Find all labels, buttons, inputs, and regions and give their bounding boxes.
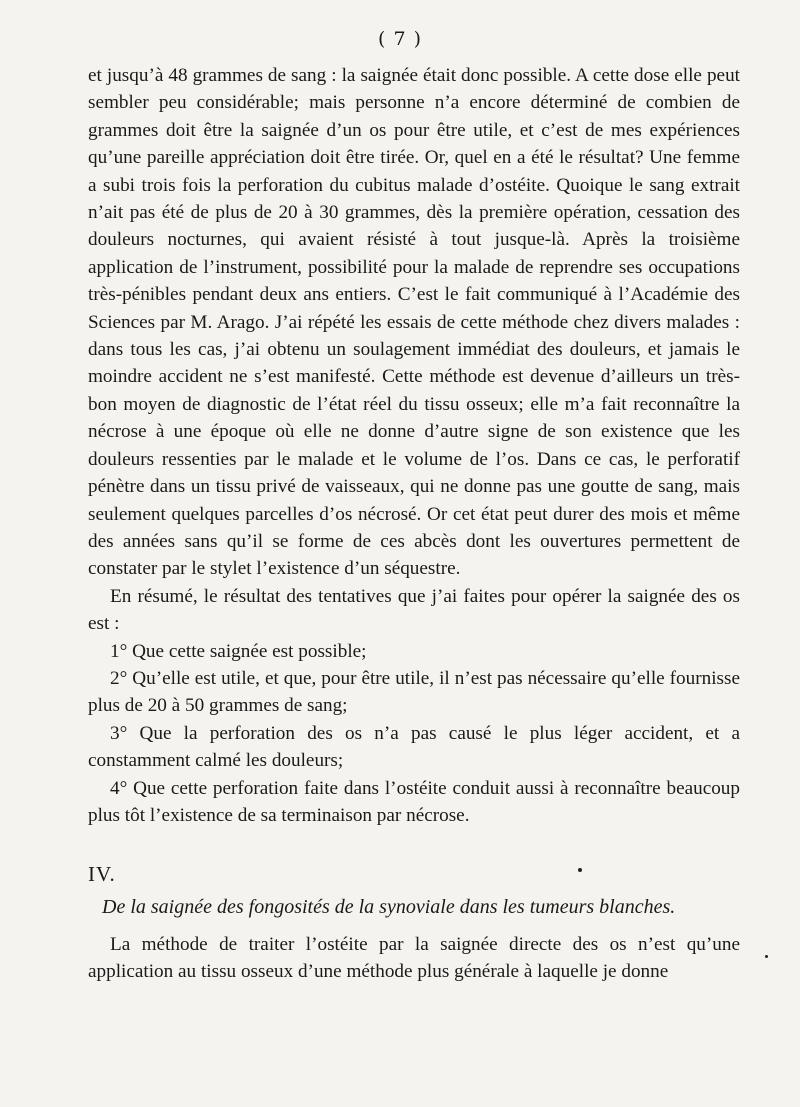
ink-speck <box>765 955 768 958</box>
section-paragraph: La méthode de traiter l’ostéite par la saignée directe des os n’est qu’une application au tissu osseux d’une méthode plus générale à laquelle je donne <box>88 933 740 983</box>
summary-item-1: 1° Que cette saignée est possible; <box>110 640 367 662</box>
section-title: De la saignée des fongosités de la synoviale dans les tumeurs blanches. <box>102 895 676 918</box>
page-text <box>88 62 740 986</box>
ink-speck <box>578 868 582 872</box>
body-paragraph-2: En résumé, le résultat des tentatives que j’ai faites pour opérer la saignée des os est : <box>88 585 740 635</box>
page-number: ( 7 ) <box>378 28 422 50</box>
summary-item-3: 3° Que la perforation des os n’a pas causé le plus léger accident, et a constamment calmé les douleurs; <box>88 722 740 772</box>
summary-item-2: 2° Qu’elle est utile, et que, pour être utile, il n’est pas nécessaire qu’elle fournisse plus de 20 à 50 grammes de sang; <box>88 667 740 717</box>
body-paragraph-1: et jusqu’à 48 grammes de sang : la saignée était donc possible. A cette dose elle peut sembler peu considérable; mais personne n’a encore déterminé de combien de grammes doit être la saignée d’un os pour être utile, et c’est de mes expériences qu’une pareille appréciation doit être tirée. Or, quel en a été le résultat? Une femme a subi trois fois la perforation du cubitus malade d’ostéite. Quoique le sang extrait n’ait pas été de plus de 20 à 30 grammes, dès la première opération, cessation des douleurs nocturnes, qui avaient résisté à tout jusque-là. Après la troisième application de l’instrument, possibilité pour la malade de reprendre ses occupations très-pénibles pendant deux ans entiers. C’est le fait communiqué à l’Académie des Sciences par M. Arago. J’ai répété les essais de cette méthode chez divers malades : dans tous les cas, j’ai obtenu un soulagement immédiat des douleurs, et jamais le moindre accident ne s’est manifesté. Cette méthode est devenue d’ailleurs un très-bon moyen de diagnostic de l’état réel du tissu osseux; elle m’a fait reconnaître la nécrose à une époque où elle ne donne d’autre signe de son existence que les douleurs ressenties par le malade et le volume de l’os. Dans ce cas, le perforatif pénètre dans un tissu privé de vaisseaux, qui ne donne pas une goutte de sang, mais seulement quelques parcelles d’os nécrosé. Or cet état peut durer des mois et même des années sans qu’il se forme de ces abcès dont les ouvertures permettent de constater par le stylet l’existence d’un séquestre. <box>88 65 740 580</box>
section-number: IV. <box>88 862 116 887</box>
summary-item-4: 4° Que cette perforation faite dans l’ostéite conduit aussi à reconnaître beaucoup plus tôt l’existence de sa terminaison par nécrose. <box>88 777 740 826</box>
